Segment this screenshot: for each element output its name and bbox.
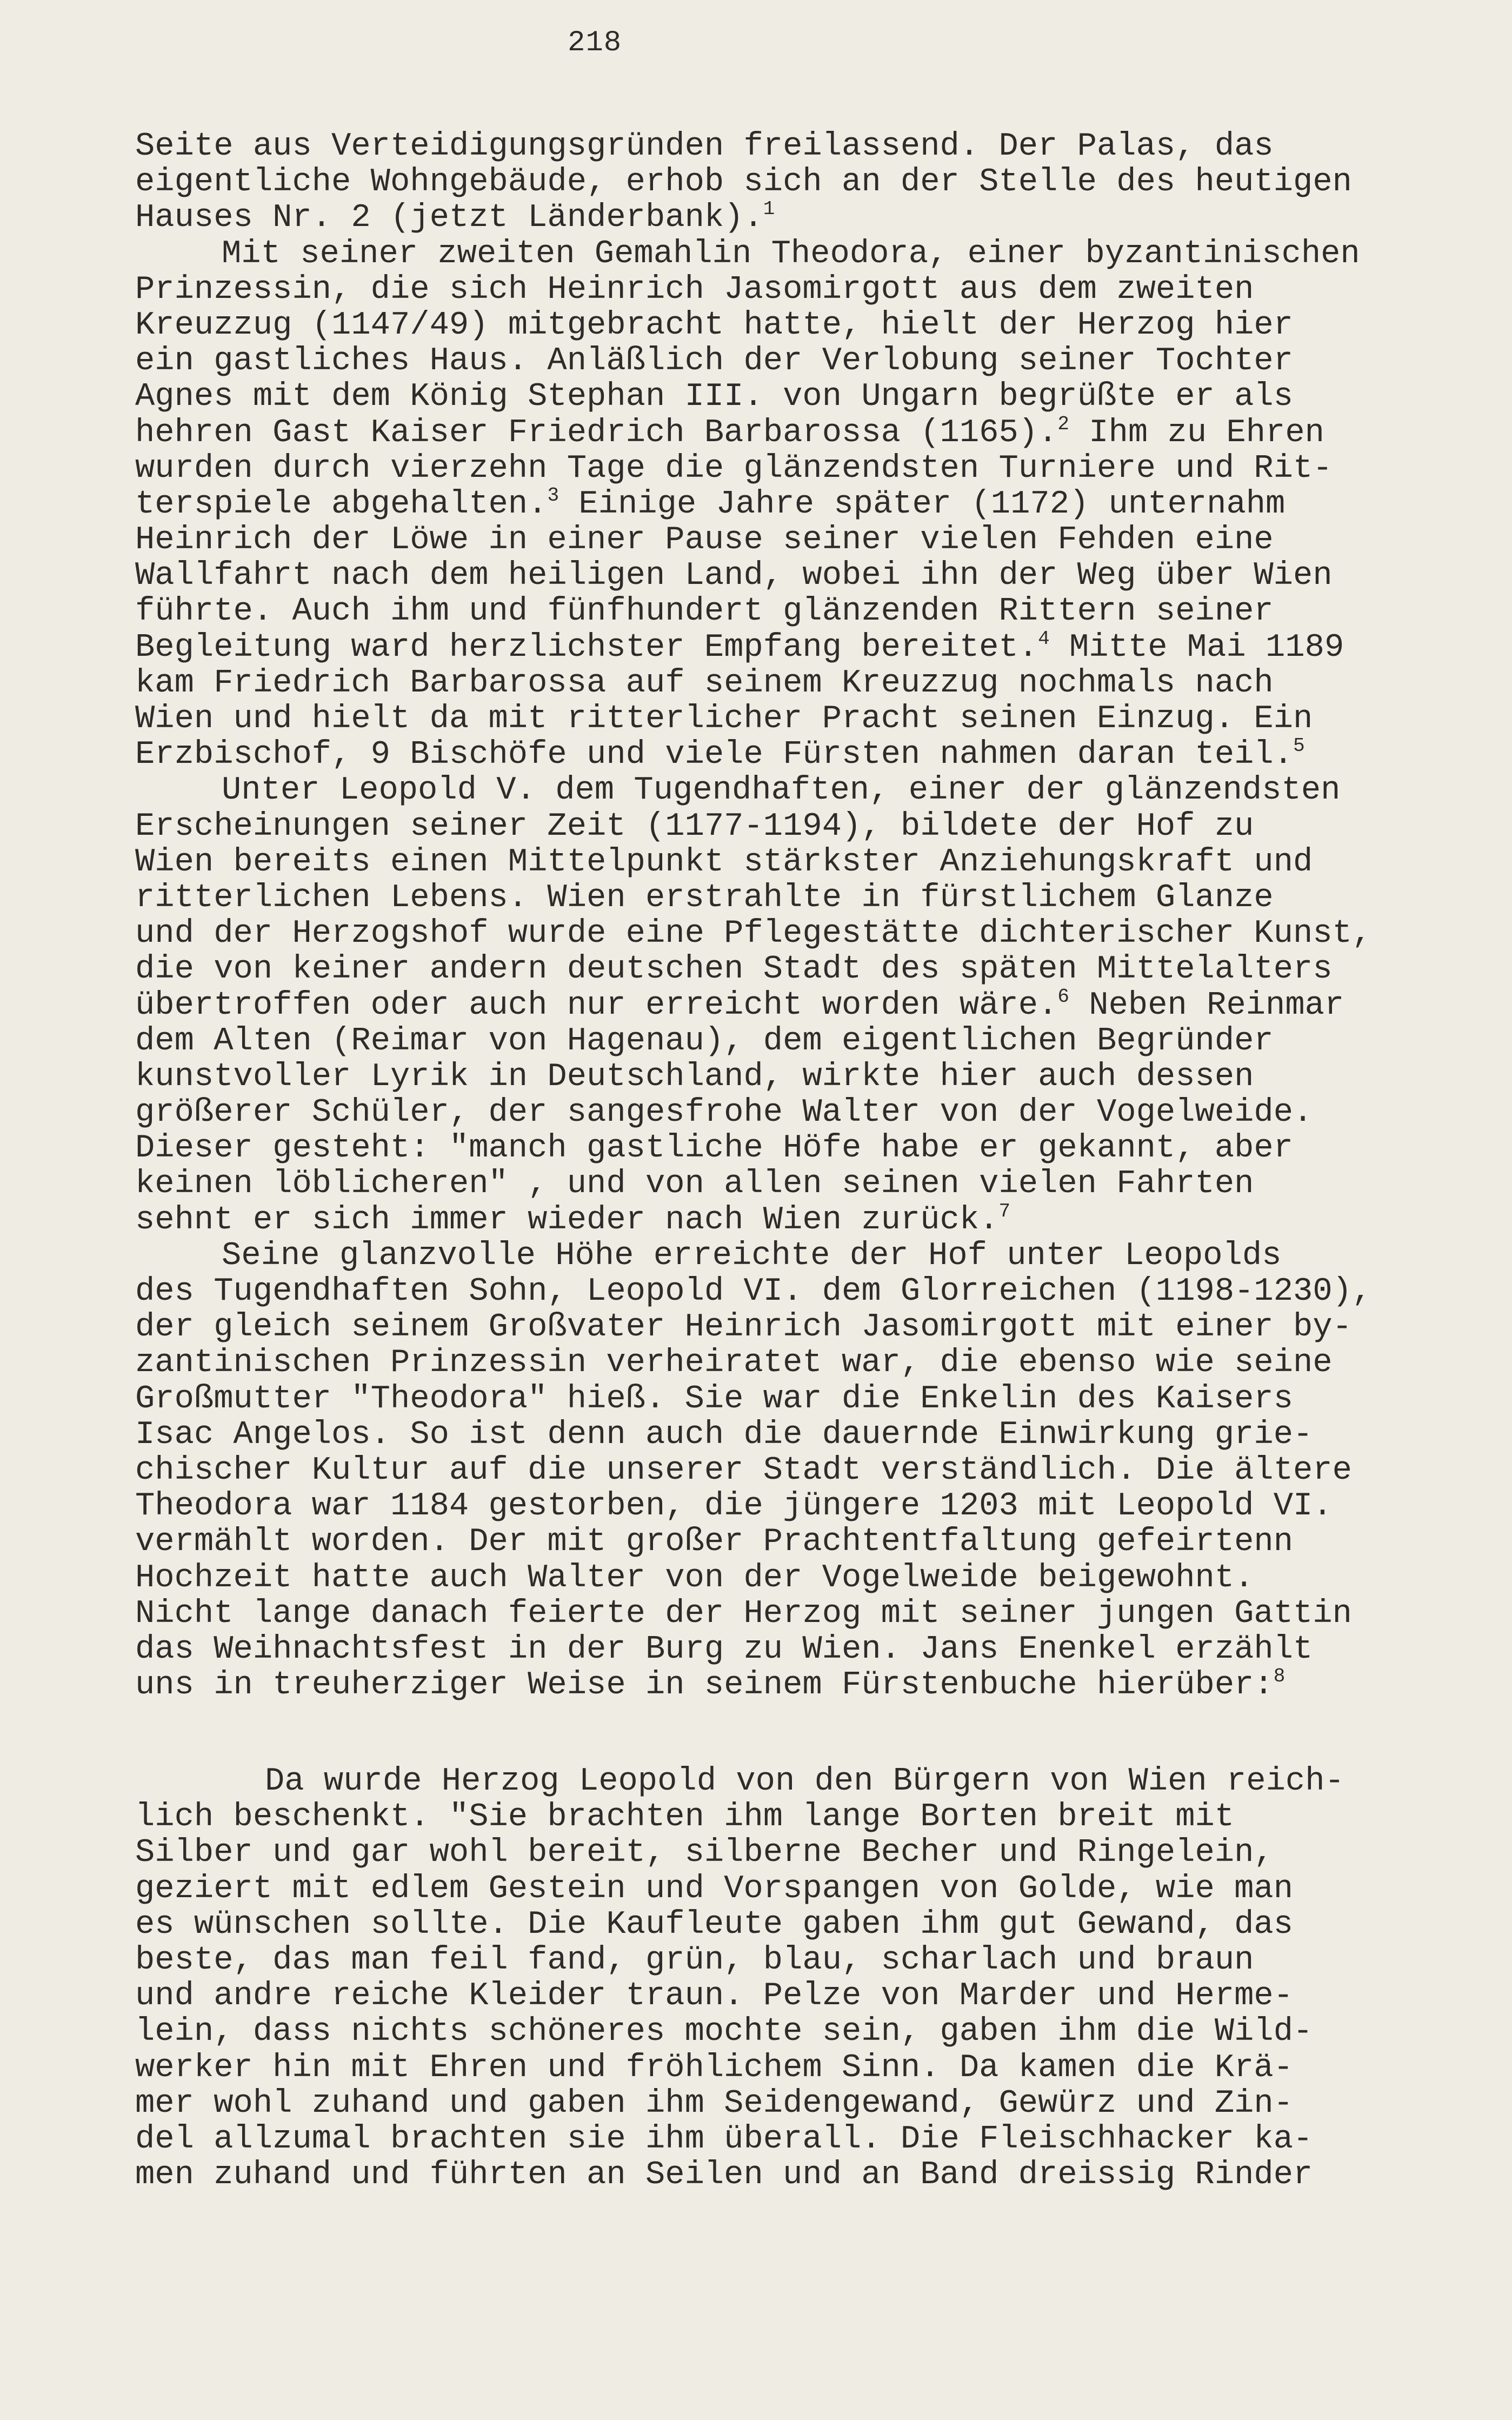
text-line: kam Friedrich Barbarossa auf seinem Kreuzzug nochmals nach bbox=[135, 664, 1274, 702]
text-line: und der Herzogshof wurde eine Pflegestätte dichterischer Kunst, bbox=[135, 915, 1372, 953]
footnote-ref: 7 bbox=[998, 1200, 1011, 1222]
quote-line: beste, das man feil fand, grün, blau, scharlach und braun bbox=[135, 1942, 1254, 1979]
text-line: ritterlichen Lebens. Wien erstrahlte in fürstlichem Glanze bbox=[135, 879, 1274, 916]
text-line: Dieser gesteht: "manch gastliche Höfe habe er gekannt, aber bbox=[135, 1130, 1294, 1167]
text-line: Heinrich der Löwe in einer Pause seiner vielen Fehden eine bbox=[135, 522, 1274, 559]
text-line: wurden durch vierzehn Tage die glänzendsten Turniere und Rit- bbox=[135, 450, 1333, 487]
text-line: ein gastliches Haus. Anläßlich der Verlobung seiner Tochter bbox=[135, 343, 1294, 380]
text-line: die von keiner andern deutschen Stadt des späten Mittelalters bbox=[135, 951, 1333, 988]
text-line: das Weihnachtsfest in der Burg zu Wien. Jans Enenkel erzählt bbox=[135, 1631, 1313, 1668]
text-line: hehren Gast Kaiser Friedrich Barbarossa (1165).$^2$ Ihm zu Ehren bbox=[135, 413, 1324, 451]
text-line: des Tugendhaften Sohn, Leopold VI. dem Glorreichen (1198-1230), bbox=[135, 1273, 1372, 1310]
text-line: führte. Auch ihm und fünfhundert glänzenden Rittern seiner bbox=[135, 593, 1274, 630]
text-line: Unter Leopold V. dem Tugendhaften, einer der glänzendsten bbox=[222, 772, 1341, 809]
text-line: Nicht lange danach feierte der Herzog mit seiner jungen Gattin bbox=[135, 1595, 1352, 1632]
text-line: eigentliche Wohngebäude, erhob sich an der Stelle des heutigen bbox=[135, 164, 1352, 201]
text-line: uns in treuherziger Weise in seinem Fürstenbuche hierüber:$^8$ bbox=[135, 1665, 1285, 1704]
text-line: Wien und hielt da mit ritterlicher Pracht seinen Einzug. Ein bbox=[135, 701, 1313, 737]
text-line: Agnes mit dem König Stephan III. von Ungarn begrüßte er als bbox=[135, 378, 1294, 416]
footnote-ref: 2 bbox=[1057, 413, 1069, 435]
footnote-ref: 6 bbox=[1057, 985, 1069, 1008]
footnote-ref: 1 bbox=[763, 198, 775, 221]
text-line: Kreuzzug (1147/49) mitgebracht hatte, hielt der Herzog hier bbox=[135, 307, 1294, 344]
text-line: Seite aus Verteidigungsgründen freilassend. Der Palas, das bbox=[135, 128, 1274, 165]
text-line: Isac Angelos. So ist denn auch die dauernde Einwirkung grie- bbox=[135, 1416, 1313, 1453]
text-line: vermählt worden. Der mit großer Prachtentfaltung gefeirtenn bbox=[135, 1524, 1294, 1561]
text-line: Wien bereits einen Mittelpunkt stärkster Anziehungskraft und bbox=[135, 843, 1313, 881]
text-line: größerer Schüler, der sangesfrohe Walter von der Vogelweide. bbox=[135, 1094, 1313, 1132]
text-line: chischer Kultur auf die unserer Stadt verständlich. Die ältere bbox=[135, 1452, 1352, 1489]
page-number: 218 bbox=[568, 26, 622, 59]
text-line: Großmutter "Theodora" hieß. Sie war die Enkelin des Kaisers bbox=[135, 1380, 1294, 1418]
text-line: Erscheinungen seiner Zeit (1177-1194), bildete der Hof zu bbox=[135, 808, 1254, 845]
footnote-ref: 4 bbox=[1038, 627, 1050, 650]
text-line: Hochzeit hatte auch Walter von der Vogelweide beigewohnt. bbox=[135, 1559, 1254, 1597]
quote-line: werker hin mit Ehren und fröhlichem Sinn. Da kamen die Krä- bbox=[135, 2049, 1294, 2086]
text-line: zantinischen Prinzessin verheiratet war, die ebenso wie seine bbox=[135, 1345, 1333, 1382]
text-line: dem Alten (Reimar von Hagenau), dem eigentlichen Begründer bbox=[135, 1022, 1274, 1060]
quote-line: lich beschenkt. "Sie brachten ihm lange Borten breit mit bbox=[135, 1799, 1235, 1836]
footnote-ref: 8 bbox=[1273, 1665, 1285, 1688]
quote-line: lein, dass nichts schöneres mochte sein, gaben ihm die Wild- bbox=[135, 2013, 1313, 2051]
text-line: Hauses Nr. 2 (jetzt Länderbank).$^1$ bbox=[135, 198, 775, 237]
text-line: übertroffen oder auch nur erreicht worden wäre.$^6$ Neben Reinmar bbox=[135, 985, 1344, 1024]
footnote-ref: 5 bbox=[1293, 735, 1305, 757]
text-line: Begleitung ward herzlichster Empfang bereitet.$^4$ Mitte Mai 1189 bbox=[135, 627, 1344, 666]
quote-line: geziert mit edlem Gestein und Vorspangen von Golde, wie man bbox=[135, 1870, 1294, 1907]
quote-line: es wünschen sollte. Die Kaufleute gaben ihm gut Gewand, das bbox=[135, 1906, 1294, 1943]
text-line: Theodora war 1184 gestorben, die jüngere 1203 mit Leopold VI. bbox=[135, 1488, 1333, 1525]
text-line: keinen löblicheren" , und von allen seinen vielen Fahrten bbox=[135, 1166, 1254, 1203]
footnote-ref: 3 bbox=[547, 484, 559, 507]
text-line: Seine glanzvolle Höhe erreichte der Hof unter Leopolds bbox=[222, 1237, 1282, 1274]
text-line: Wallfahrt nach dem heiligen Land, wobei ihn der Weg über Wien bbox=[135, 557, 1333, 595]
main-text bbox=[135, 129, 1497, 1703]
quote-line: men zuhand und führten an Seilen und an Band dreissig Rinder bbox=[135, 2157, 1313, 2194]
text-line: Prinzessin, die sich Heinrich Jasomirgott aus dem zweiten bbox=[135, 271, 1254, 308]
quoted-passage bbox=[135, 1764, 1497, 2193]
quote-line: Da wurde Herzog Leopold von den Bürgern von Wien reich- bbox=[265, 1763, 1344, 1800]
quote-line: und andre reiche Kleider traun. Pelze von Marder und Herme- bbox=[135, 1978, 1294, 2015]
text-line: Mit seiner zweiten Gemahlin Theodora, einer byzantinischen bbox=[222, 235, 1360, 272]
quote-line: Silber und gar wohl bereit, silberne Becher und Ringelein, bbox=[135, 1834, 1274, 1872]
text-line: sehnt er sich immer wieder nach Wien zurück.$^7$ bbox=[135, 1200, 1011, 1239]
text-line: terspiele abgehalten.$^3$ Einige Jahre später (1172) unternahm bbox=[135, 484, 1285, 523]
quote-line: mer wohl zuhand und gaben ihm Seidengewand, Gewürz und Zin- bbox=[135, 2085, 1294, 2122]
text-line: Erzbischof, 9 Bischöfe und viele Fürsten nahmen daran teil.$^5$ bbox=[135, 735, 1305, 774]
text-line: der gleich seinem Großvater Heinrich Jasomirgott mit einer by- bbox=[135, 1309, 1352, 1346]
text-line: kunstvoller Lyrik in Deutschland, wirkte hier auch dessen bbox=[135, 1058, 1254, 1095]
quote-line: del allzumal brachten sie ihm überall. Die Fleischhacker ka- bbox=[135, 2120, 1313, 2158]
